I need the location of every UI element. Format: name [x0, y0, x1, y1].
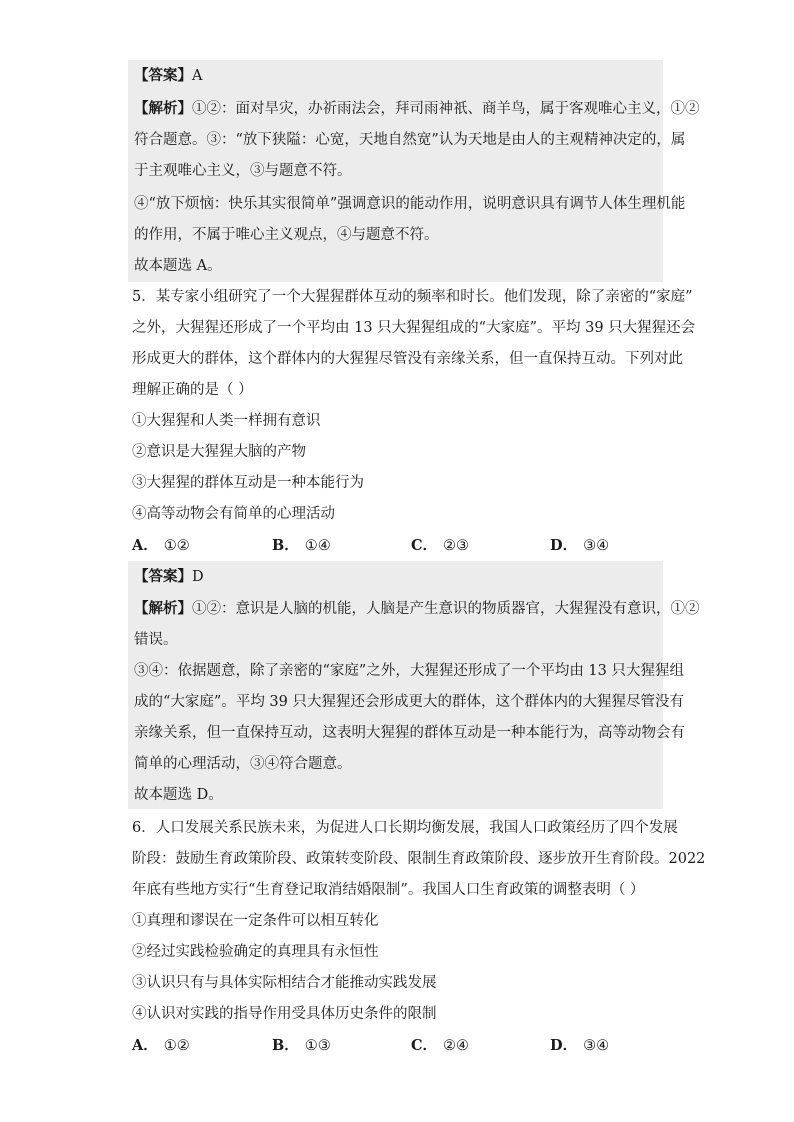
q4-analysis-line-3: 于主观唯心主义，③与题意不符。	[134, 163, 352, 179]
q5-answer-block	[128, 561, 700, 809]
q5-stem-line-2: 之外，大猩猩还形成了一个平均由 13 只大猩猩组成的“大家庭”。平均 39 只大猩猩还会	[132, 320, 696, 336]
q5-analysis-line-4: 成的“大家庭”。平均 39 只大猩猩还会形成更大的群体，这个群体内的大猩猩尽管没有	[134, 694, 684, 710]
q5-conclusion: 故本题选 D。	[134, 787, 223, 803]
q5-stem-line-3: 形成更大的群体，这个群体内的大猩猩尽管没有亲缘关系，但一直保持互动。下列对此	[132, 351, 683, 367]
q5-analysis-line-5: 亲缘关系，但一直保持互动，这表明大猩猩的群体互动是一种本能行为，高等动物会有	[134, 725, 685, 741]
q5-stem-line-1: 5．某专家小组研究了一个大猩猩群体互动的频率和时长。他们发现，除了亲密的“家庭”	[132, 289, 693, 305]
q5-options	[132, 536, 662, 556]
q4-conclusion: 故本题选 A。	[134, 258, 222, 274]
question-6	[128, 814, 706, 1034]
q5-option-c: C． ②③	[411, 537, 470, 554]
q6-statement-2: ②经过实践检验确定的真理具有永恒性	[132, 944, 379, 960]
q6-statement-4: ④认识对实践的指导作用受具体历史条件的限制	[132, 1006, 437, 1022]
q5-analysis-line-1	[134, 599, 700, 619]
question-5	[128, 283, 696, 553]
answer-label: 【答案】	[134, 67, 192, 84]
answer-value: A	[192, 68, 203, 84]
q6-option-b: B． ①③	[272, 1037, 331, 1054]
q5-statement-1: ①大猩猩和人类一样拥有意识	[132, 413, 321, 429]
q4-analysis-line-5: 的作用，不属于唯心主义观点，④与题意不符。	[134, 227, 439, 243]
answer-value: D	[192, 569, 204, 585]
q5-option-d: D． ③④	[550, 537, 610, 554]
q5-stem-line-4: 理解正确的是（ ）	[132, 382, 253, 398]
q4-answer-block	[128, 60, 700, 282]
answer-label: 【答案】	[134, 568, 192, 585]
q4-analysis-line-1	[134, 99, 700, 119]
q4-analysis-line-2: 符合题意。③：“放下狭隘：心宽，天地自然宽”认为天地是由人的主观精神决定的，属	[134, 132, 686, 148]
analysis-text: ①②：意识是人脑的机能，人脑是产生意识的物质器官，大猩猩没有意识，①②	[192, 601, 700, 617]
q5-answer-line	[134, 567, 204, 587]
q6-stem-line-2: 阶段：鼓励生育政策阶段、政策转变阶段、限制生育政策阶段、逐步放开生育阶段。2022	[132, 851, 706, 867]
analysis-label: 【解析】	[134, 100, 192, 117]
q5-analysis-line-6: 简单的心理活动，③④符合题意。	[134, 756, 352, 772]
q6-stem-line-1: 6．人口发展关系民族未来，为促进人口长期均衡发展，我国人口政策经历了四个发展	[132, 820, 678, 836]
q6-option-d: D． ③④	[550, 1037, 610, 1054]
q4-analysis-line-4: ④“放下烦恼：快乐其实很简单”强调意识的能动作用，说明意识具有调节人体生理机能	[134, 196, 686, 212]
q6-option-a: A． ①②	[132, 1037, 190, 1054]
q5-option-b: B． ①④	[272, 537, 331, 554]
q4-answer-line	[134, 66, 202, 86]
q6-statement-3: ③认识只有与具体实际相结合才能推动实践发展	[132, 975, 437, 991]
q6-options	[132, 1036, 662, 1056]
q6-statement-1: ①真理和谬误在一定条件可以相互转化	[132, 913, 379, 929]
analysis-text: ①②：面对旱灾，办祈雨法会，拜司雨神祇、商羊鸟，属于客观唯心主义，①②	[192, 101, 700, 117]
q5-option-a: A． ①②	[132, 537, 190, 554]
q6-option-c: C． ②④	[411, 1037, 470, 1054]
q5-analysis-line-2: 错误。	[134, 632, 178, 648]
q5-statement-4: ④高等动物会有简单的心理活动	[132, 506, 335, 522]
q5-statement-3: ③大猩猩的群体互动是一种本能行为	[132, 475, 364, 491]
q5-analysis-line-3: ③④：依据题意，除了亲密的“家庭”之外，大猩猩还形成了一个平均由 13 只大猩猩组	[134, 663, 684, 679]
q5-statement-2: ②意识是大猩猩大脑的产物	[132, 444, 306, 460]
q6-stem-line-3: 年底有些地方实行“生育登记取消结婚限制”。我国人口生育政策的调整表明（ ）	[132, 882, 645, 898]
analysis-label: 【解析】	[134, 600, 192, 617]
